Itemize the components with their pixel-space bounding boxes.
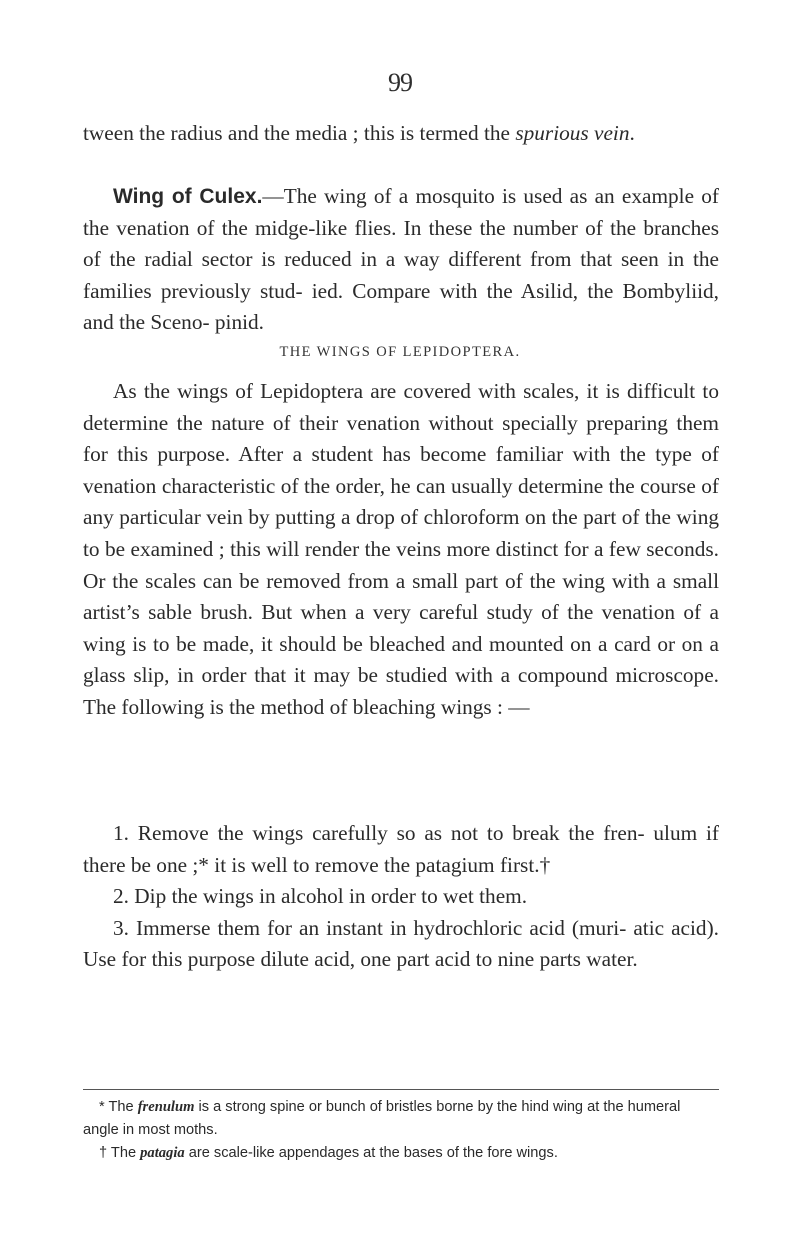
paragraph-wing-of-culex	[83, 181, 719, 339]
paragraph-lepidoptera	[83, 376, 719, 724]
footnote-text: is a strong spine or bunch of bristles borne by the hind wing at the humeral angle in most moths.	[83, 1099, 681, 1138]
section-heading: THE WINGS OF LEPIDOPTERA.	[279, 344, 521, 360]
paragraph-text: As the wings of Lepidoptera are covered with scales, it is difficult to determine the nature of their venation without specially preparing them for this purpose. After a student has become familiar with the type of venation characteristic of the order, he can usually determine the course of any particular vein by putting a drop of chloroform on the part of the wing to be examined ; this will render the veins more distinct for a few seconds. Or the scales can be removed from a small part of the wing with a small artist’s sable brush. But when a very careful study of the venation of a wing is to be made, it should be bleached and mounted on a card or on a glass slip, in order that it may be studied with a compound microscope. The following is the method of bleaching wings : —	[83, 379, 719, 719]
footnote-frenulum	[83, 1096, 719, 1142]
bleaching-steps	[83, 818, 719, 976]
footnote-patagia	[83, 1142, 719, 1165]
step-item: 2. Dip the wings in alcohol in order to wet them.	[113, 884, 528, 909]
page-number: 99	[388, 68, 412, 97]
paragraph-text: .	[629, 121, 635, 145]
footnote-divider	[83, 1089, 719, 1090]
step-item: 3. Immerse them for an instant in hydrochloric acid (muri- atic acid). Use for this purpose dilute acid, one part acid to nine parts water.	[83, 915, 719, 972]
footnotes	[83, 1096, 719, 1165]
footnote-mark: * The	[99, 1099, 138, 1115]
term-frenulum: frenulum	[137, 1099, 195, 1115]
paragraph-text: tween the radius and the media ; this is termed the	[83, 121, 516, 145]
footnote-text: are scale-like appendages at the bases of the fore wings.	[184, 1145, 558, 1161]
term-patagia: patagia	[140, 1145, 185, 1161]
run-in-heading: Wing of Culex.	[113, 185, 263, 208]
paragraph-text: —The wing of a mosquito is used as an example of the venation of the midge-like flies. In these the number of the branches of the radial sector is reduced in a way different from that seen in the families previously stud- ied. Compare with the Asilid, the Bombyliid, and the Sceno- pinid.	[83, 184, 719, 335]
term-spurious-vein: spurious vein	[515, 121, 630, 145]
paragraph-spurious-vein	[83, 118, 719, 150]
footnote-mark: † The	[99, 1145, 141, 1161]
step-item: 1. Remove the wings carefully so as not to break the fren- ulum if there be one ;* it is well to remove the patagium first.†	[83, 821, 719, 877]
